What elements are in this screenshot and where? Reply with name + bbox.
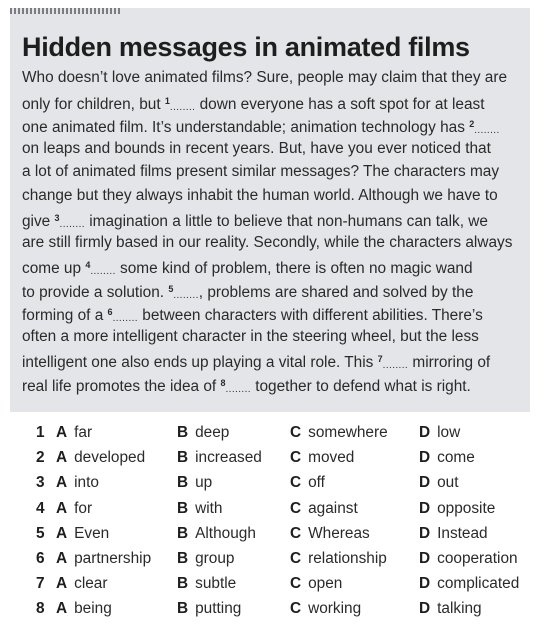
question-number: 7 xyxy=(36,575,45,593)
passage-text: Who doesn’t love animated films? Sure, people may claim that they are xyxy=(22,69,508,86)
gap-dots: ........ xyxy=(382,360,409,371)
gap-dots: ........ xyxy=(59,219,85,230)
option-text: being xyxy=(74,600,112,618)
gap-number: 5 xyxy=(168,283,174,294)
passage-text: come up xyxy=(22,260,86,277)
option-text: subtle xyxy=(195,575,237,593)
passage-line xyxy=(22,113,526,137)
passage-line xyxy=(22,137,526,161)
answer-option[interactable] xyxy=(419,596,482,621)
option-letter: C xyxy=(290,524,302,542)
passage-text: change but they always inhabit the human world. Although we have to xyxy=(22,186,498,204)
question-number: 4 xyxy=(36,499,45,517)
gap-number: 3 xyxy=(54,213,60,223)
question-number: 6 xyxy=(36,549,45,567)
option-text: into xyxy=(74,474,99,492)
passage-line xyxy=(22,325,526,349)
option-text: Although xyxy=(195,524,256,542)
option-letter: C xyxy=(290,474,302,492)
option-letter: D xyxy=(419,524,431,542)
option-letter: B xyxy=(177,449,189,467)
answer-option[interactable] xyxy=(419,470,459,495)
option-letter: B xyxy=(177,575,189,593)
answer-option[interactable] xyxy=(56,445,145,470)
gap-number: 7 xyxy=(377,354,383,364)
option-letter: A xyxy=(56,474,68,492)
answer-option[interactable] xyxy=(290,546,387,571)
passage-line xyxy=(22,160,526,184)
answer-option[interactable] xyxy=(419,496,495,521)
question-number: 1 xyxy=(36,424,45,441)
option-letter: C xyxy=(290,600,302,618)
passage-text: mirroring of xyxy=(408,354,491,371)
option-text: low xyxy=(437,424,461,441)
answer-option[interactable] xyxy=(177,571,236,596)
answer-option[interactable] xyxy=(177,470,212,495)
passage-text: often a more intelligent character in the steering wheel, but the less xyxy=(22,327,479,345)
gap-number: 8 xyxy=(220,377,226,388)
gap-dots: ........ xyxy=(225,383,251,395)
gap-dots: ........ xyxy=(169,101,196,113)
answer-option[interactable] xyxy=(56,420,92,445)
gap-blank xyxy=(220,372,250,402)
question-number: 3 xyxy=(36,474,45,492)
gap-dots: ........ xyxy=(112,313,138,324)
passage-line xyxy=(22,66,526,90)
option-text: open xyxy=(308,575,343,593)
passage-text: together to defend what is right. xyxy=(250,377,471,395)
option-text: against xyxy=(308,499,358,517)
passage-line xyxy=(22,372,526,396)
answer-option[interactable] xyxy=(419,445,475,470)
passage-line xyxy=(22,231,526,255)
question-number: 8 xyxy=(36,600,45,618)
option-text: come xyxy=(437,449,475,467)
passage-text: are still firmly based in our reality. Secondly, while the characters always xyxy=(22,233,513,251)
option-letter: C xyxy=(290,449,302,467)
option-letter: B xyxy=(177,600,189,618)
option-text: somewhere xyxy=(308,424,388,441)
answer-option[interactable] xyxy=(177,445,262,470)
question-number: 2 xyxy=(36,449,45,467)
option-letter: D xyxy=(419,549,431,567)
answer-option[interactable] xyxy=(177,546,235,571)
passage-text: one animated film. It’s understandable; animation technology has xyxy=(22,119,470,136)
option-letter: A xyxy=(56,424,68,441)
passage-text: imagination a little to believe that non-humans can talk, we xyxy=(84,213,488,230)
passage-line xyxy=(22,254,526,278)
passage-line xyxy=(22,207,526,231)
answer-option[interactable] xyxy=(177,596,241,621)
option-text: out xyxy=(437,474,459,492)
passage-text: down everyone has a soft spot for at least xyxy=(195,95,485,113)
answer-option[interactable] xyxy=(56,521,109,546)
gap-number: 6 xyxy=(107,307,113,317)
passage-text: some kind of problem, there is often no magic wand xyxy=(115,260,473,277)
option-text: with xyxy=(195,499,223,517)
gap-dots: ........ xyxy=(474,125,500,136)
answer-option[interactable] xyxy=(290,445,354,470)
option-text: Instead xyxy=(437,524,488,542)
passage-line xyxy=(22,278,526,302)
option-letter: A xyxy=(56,600,68,618)
option-text: complicated xyxy=(437,575,520,593)
answer-option[interactable] xyxy=(419,420,460,445)
answer-option[interactable] xyxy=(419,571,519,596)
passage-line xyxy=(22,348,526,372)
passage-text: a lot of animated films present similar messages? The characters may xyxy=(22,163,500,180)
option-text: putting xyxy=(195,600,242,618)
option-letter: B xyxy=(177,499,189,517)
article-title: Hidden messages in animated films xyxy=(22,32,470,62)
answer-option[interactable] xyxy=(290,596,361,621)
option-text: cooperation xyxy=(437,549,518,567)
passage-line xyxy=(22,184,526,208)
passage-text: between characters with different abilities. There’s xyxy=(138,307,483,324)
option-letter: D xyxy=(419,575,431,593)
option-text: up xyxy=(195,474,213,492)
passage-text: real life promotes the idea of xyxy=(22,377,221,395)
option-letter: B xyxy=(177,524,189,542)
option-letter: C xyxy=(290,424,302,441)
option-text: developed xyxy=(74,449,146,467)
passage-text: to provide a solution. xyxy=(22,283,169,301)
answer-option[interactable] xyxy=(177,521,256,546)
passage-text: , problems are shared and solved by the xyxy=(198,283,474,301)
gap-number: 1 xyxy=(164,95,170,106)
option-text: off xyxy=(308,474,325,492)
passage-line xyxy=(22,90,526,114)
answer-option[interactable] xyxy=(419,521,488,546)
option-text: partnership xyxy=(74,549,152,567)
article-panel xyxy=(10,8,530,412)
gap-number: 4 xyxy=(85,260,91,270)
option-letter: B xyxy=(177,474,189,492)
passage-text: on leaps and bounds in recent years. But, have you ever noticed that xyxy=(22,139,491,157)
gap-number: 2 xyxy=(469,119,475,129)
gap-dots: ........ xyxy=(173,289,199,301)
option-text: group xyxy=(195,549,235,567)
answer-option[interactable] xyxy=(177,496,223,521)
answer-option[interactable] xyxy=(56,496,92,521)
passage-text: intelligent one also ends up playing a vital role. This xyxy=(22,354,378,371)
option-letter: C xyxy=(290,549,302,567)
option-letter: A xyxy=(56,575,68,593)
question-number: 5 xyxy=(36,524,45,542)
option-text: Even xyxy=(74,524,110,542)
option-text: working xyxy=(308,600,362,618)
option-text: for xyxy=(74,499,93,517)
option-letter: C xyxy=(290,575,302,593)
option-letter: B xyxy=(177,549,189,567)
answer-option[interactable] xyxy=(56,546,151,571)
option-letter: C xyxy=(290,499,302,517)
option-text: clear xyxy=(74,575,108,593)
option-text: Whereas xyxy=(308,524,370,542)
option-text: talking xyxy=(437,600,482,618)
article-passage xyxy=(22,66,526,395)
answer-option[interactable] xyxy=(56,596,112,621)
option-letter: A xyxy=(56,499,68,517)
answer-option[interactable] xyxy=(290,521,370,546)
option-letter: A xyxy=(56,449,68,467)
passage-text: forming of a xyxy=(22,307,108,324)
option-letter: D xyxy=(419,474,431,492)
option-letter: A xyxy=(56,524,68,542)
answer-option[interactable] xyxy=(56,571,107,596)
option-text: increased xyxy=(195,449,262,467)
option-letter: D xyxy=(419,424,431,441)
answer-option[interactable] xyxy=(177,420,229,445)
option-text: opposite xyxy=(437,499,496,517)
option-letter: A xyxy=(56,549,68,567)
gap-dots: ........ xyxy=(90,266,116,277)
passage-line xyxy=(22,301,526,325)
option-letter: D xyxy=(419,449,431,467)
answer-option[interactable] xyxy=(56,470,99,495)
passage-text: give xyxy=(22,213,55,230)
decorative-dash-strip xyxy=(10,8,120,14)
option-text: relationship xyxy=(308,549,387,567)
option-letter: B xyxy=(177,424,189,441)
option-text: far xyxy=(74,424,93,441)
passage-text: only for children, but xyxy=(22,95,165,113)
answer-option[interactable] xyxy=(419,546,518,571)
option-text: moved xyxy=(308,449,355,467)
answer-option[interactable] xyxy=(290,496,358,521)
answer-option[interactable] xyxy=(290,420,388,445)
option-letter: D xyxy=(419,600,431,618)
answer-option[interactable] xyxy=(290,470,325,495)
option-text: deep xyxy=(195,424,230,441)
answer-option[interactable] xyxy=(290,571,342,596)
option-letter: D xyxy=(419,499,431,517)
